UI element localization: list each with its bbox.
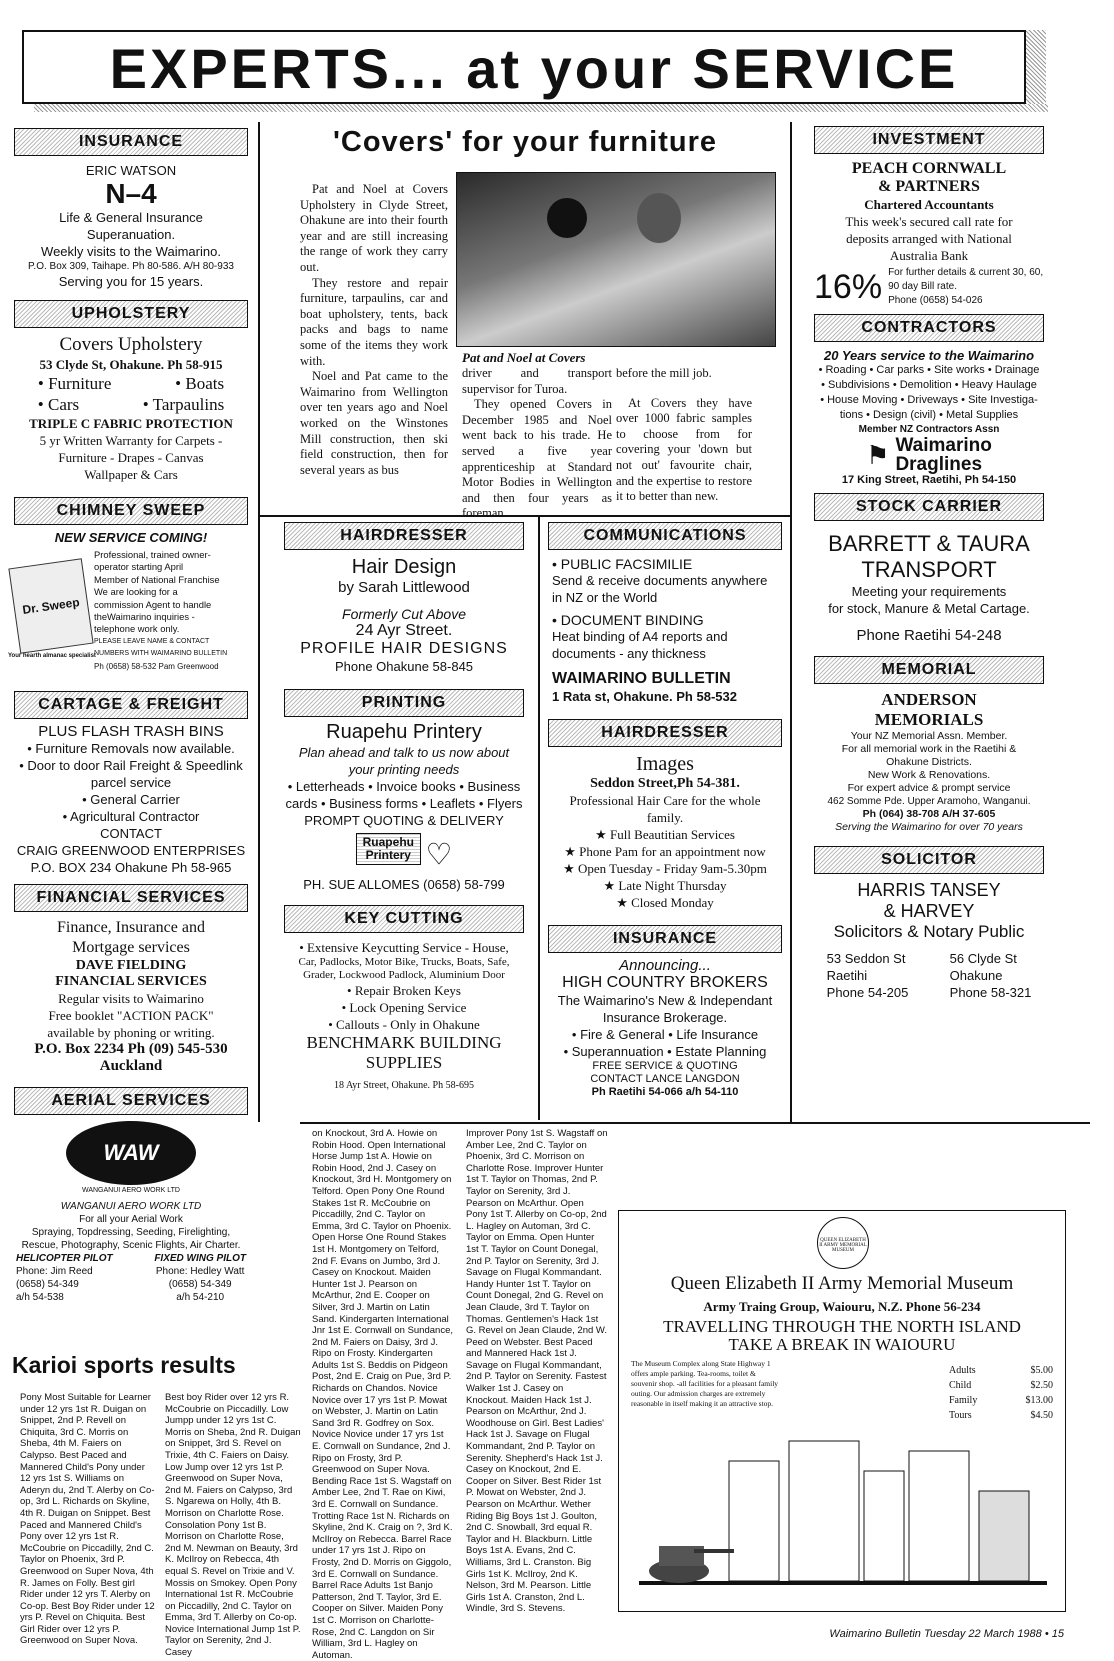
text-line: CONTACT LANCE LANGDON bbox=[590, 1073, 740, 1085]
text-line: • Fire & General • Life Insurance bbox=[571, 1027, 759, 1042]
text-line: telephone work only. bbox=[94, 623, 180, 635]
text-line: Seddon Street,Ph 54-381. bbox=[590, 776, 740, 791]
text-line: available by phoning or writing. bbox=[47, 1025, 215, 1040]
text-line: 18 Ayr Street, Ohakune. Ph 58-695 bbox=[334, 1080, 474, 1092]
high-country-ad bbox=[540, 957, 790, 1099]
text-line: Phone 54-205 bbox=[826, 985, 909, 1000]
text-line: BARRETT & TAURA bbox=[828, 531, 1030, 556]
text-line: P.O. BOX 234 Ohakune Ph 58-965 bbox=[30, 860, 232, 875]
text-line: • Boats bbox=[175, 374, 225, 393]
article-paragraph: before the mill job. bbox=[616, 366, 712, 380]
investment-heading: INVESTMENT bbox=[814, 126, 1044, 154]
text-line: $5.00 bbox=[1030, 1365, 1053, 1376]
text-line: New Work & Renovations. bbox=[867, 769, 991, 781]
price-row bbox=[949, 1363, 1053, 1378]
upholstery-heading: UPHOLSTERY bbox=[14, 300, 248, 328]
text-line: Ohakune Districts. bbox=[886, 756, 972, 768]
text-line: Ph Raetihi 54-066 a/h 54-110 bbox=[591, 1086, 739, 1098]
images-ad bbox=[540, 753, 790, 911]
article-paragraph: They opened Covers in December 1985 and Noel went back to his trade. He served a five year apprenticeship at Standard Motor Bodies in Wellington and then four years as foreman bbox=[462, 397, 612, 521]
text-line: Australia Bank bbox=[889, 248, 969, 263]
sports-title: Karioi sports results bbox=[12, 1352, 236, 1378]
text-line: The Museum Complex along State Highway 1 offers ample parking. Tea-rooms, toilet & souvenir shop. -all facilities for a pleasant family outing. Our admission charges are extremely reasonable in itself making it an attractive stop. bbox=[631, 1359, 779, 1408]
text-line: For all memorial work in the Raetihi & bbox=[841, 743, 1017, 755]
text-line: ANDERSON bbox=[881, 690, 977, 709]
text-line: Phone 58-321 bbox=[949, 985, 1032, 1000]
text-line: • General Carrier bbox=[82, 792, 180, 807]
text-line: operator starting April bbox=[94, 561, 184, 573]
text-line: Weekly visits to the Waimarino. bbox=[41, 244, 221, 259]
text-line: PLUS FLASH TRASH BINS bbox=[38, 723, 224, 740]
text-line: 24 Ayr Street. bbox=[355, 622, 453, 639]
text-line: • DOCUMENT BINDING bbox=[552, 612, 704, 628]
text-line: Auckland bbox=[99, 1058, 163, 1074]
feature-article bbox=[262, 126, 788, 159]
text-line: Spraying, Topdressing, Seeding, Firelighting, bbox=[31, 1227, 231, 1238]
stock-carrier-heading: STOCK CARRIER bbox=[814, 493, 1044, 521]
text-line: Serving you for 15 years. bbox=[58, 274, 204, 289]
text-line: Your hearth almanac specialist bbox=[8, 653, 96, 659]
contractors-heading: CONTRACTORS bbox=[814, 314, 1044, 342]
text-line: Furniture - Drapes - Canvas bbox=[58, 450, 204, 465]
chimney-ad bbox=[6, 529, 256, 681]
mid-left-column bbox=[276, 522, 532, 1092]
text-line: Grader, Lockwood Padlock, Aluminium Door bbox=[303, 969, 505, 982]
page-footer: Waimarino Bulletin Tuesday 22 March 1988 • 15 bbox=[829, 1628, 1064, 1640]
text-line: BENCHMARK BUILDING bbox=[306, 1033, 502, 1053]
text-line: 53 Seddon St bbox=[826, 951, 906, 966]
sports-column-3: on Knockout, 3rd A. Howie on Robin Hood. Open International Horse Jump 1st A. Howie on Robin Hood, 2nd J. Casey on Knockout, 3rd H. Montgomery on Telford. Open Pony One Round Stakes 1st R. McCoubrie on Piccadilly, 2nd C. Taylor on Emma, 3rd C. Taylor on Phoenix. Open Horse One Round Stakes 1st H. Montgomery on Telford, 2nd F. Evans on Jumbo, 3rd J. Casey on Knockout. Maiden Hunter 1st J. Pearson on McArthur, 2nd E. Cooper on Silver, 3rd J. Martin on Latin Sand. Kindergarten International Jnr 1st E. Cornwall on Sundance, 2nd M. Faiers on Daisy, 3rd J. Ripo on Frosty. Kindergarten Adults 1st S. Beddis on Pidgeon Post, 2nd E. Craig on Pue, 3rd P. Richards on Chandos. Novice Novice over 17 yrs 1st P. Mowat on Webster, J. Martin on Latin Sand 3rd R. Godfrey on Sox. Novice Novice under 17 yrs 1st E. Cornwall on Sundance, 2nd J. Ripo on Frosty, 3rd P. Greenwood on Super Nova. Bending Race 1st S. Wagstaff on Amber Lee, 2nd T. Rae on Kiwi, 3rd E. Cornwall on Sundance. Trotting Race 1st N. Richards on Skyline, 2nd K. Craig on ?, 3rd K. McIlroy on Rebecca. Barrel Race under 17 yrs 1st J. Ripo on Frosty, 2nd D. Morris on Giggolo, 3rd E. Cornwall on Sundance. Barrel Race Adults 1st Banjo Patterson, 2nd T. Taylor, 3rd E. Cooper on Silver. Maiden Pony 1st C. Morrison on Charlotte-Rose, 2nd C. Langdon on Sir William, 3rd L. Hagley on Automan. bbox=[312, 1128, 453, 1661]
text-line: 5 yr Written Warranty for Carpets - bbox=[39, 433, 223, 448]
text-line: HIGH COUNTRY BROKERS bbox=[562, 974, 768, 991]
text-line: Adults bbox=[949, 1365, 976, 1376]
memorial-ad bbox=[806, 690, 1052, 834]
printing-heading: PRINTING bbox=[284, 689, 524, 717]
text-line: $13.00 bbox=[1025, 1395, 1053, 1406]
text-line: Hair Design bbox=[351, 556, 457, 578]
flag-icon: ⚑ bbox=[866, 439, 890, 470]
text-line: your printing needs bbox=[348, 762, 460, 777]
text-line: Your NZ Memorial Assn. Member. bbox=[850, 730, 1008, 742]
text-line: Member NZ Contractors Assn bbox=[858, 424, 1000, 435]
text-line: TRANSPORT bbox=[861, 557, 997, 582]
text-line: P.O. Box 2234 Ph (09) 545-530 bbox=[34, 1041, 228, 1057]
text-line: HELICOPTER PILOT bbox=[16, 1253, 113, 1264]
text-line: • Letterheads • Invoice books • Business bbox=[287, 779, 521, 794]
text-line: • Extensive Keycutting Service - House, bbox=[299, 940, 509, 956]
article-photo bbox=[456, 172, 776, 347]
text-line: 56 Clyde St bbox=[949, 951, 1017, 966]
text-line: 17 King Street, Raetihi, Ph 54-150 bbox=[841, 474, 1017, 486]
text-line: For further details & current 30, 60, bbox=[888, 267, 1044, 278]
text-line: This week's secured call rate for bbox=[845, 214, 1013, 229]
text-line: Send & receive documents anywhere bbox=[552, 573, 768, 588]
divider bbox=[790, 122, 792, 1122]
text-line: • Furniture bbox=[37, 374, 112, 393]
text-line: Phone Ohakune 58-845 bbox=[334, 659, 474, 674]
page-title: EXPERTS... at your SERVICE bbox=[109, 37, 959, 100]
text-line: commission Agent to handle bbox=[94, 598, 212, 610]
text-line: Superanuation. bbox=[86, 227, 176, 242]
museum-title: Queen Elizabeth II Army Memorial Museum bbox=[670, 1273, 1014, 1294]
person-head bbox=[637, 193, 681, 243]
museum-crest: QUEEN ELIZABETH II ARMY MEMORIAL MUSEUM bbox=[817, 1217, 869, 1269]
stock-carrier-ad bbox=[806, 531, 1052, 644]
text-line: Free booklet "ACTION PACK" bbox=[48, 1008, 214, 1023]
text-line: • Roading • Car parks • Site works • Drainage bbox=[818, 364, 1040, 376]
text-line: Serving the Waimarino for over 70 years bbox=[835, 821, 1023, 833]
text-line: FINANCIAL SERVICES bbox=[55, 974, 207, 989]
text-line: PEACH CORNWALL bbox=[851, 160, 1007, 177]
insurer-logo: N–4 bbox=[105, 178, 157, 209]
cartage-heading: CARTAGE & FREIGHT bbox=[14, 691, 248, 719]
text-line: WANGANUI AERO WORK LTD bbox=[60, 1201, 202, 1212]
text-line: We are looking for a bbox=[94, 586, 178, 598]
text-line: ★ Full Beautitian Services bbox=[595, 827, 735, 842]
text-line: Life & General Insurance bbox=[59, 210, 203, 225]
text-line: PH. SUE ALLOMES (0658) 58-799 bbox=[303, 877, 505, 893]
text-line: • Callouts - Only in Ohakune bbox=[328, 1017, 480, 1033]
text-line: MEMORIALS bbox=[874, 710, 984, 729]
text-line: NEW SERVICE COMING! bbox=[54, 530, 208, 545]
text-line: P.O. Box 309, Taihape. Ph 80-586. A/H 80-933 bbox=[28, 261, 234, 272]
hair-design-ad bbox=[276, 556, 532, 675]
sports-column-4: Improver Pony 1st S. Wagstaff on Amber Lee, 2nd C. Taylor on Phoenix, 3rd C. Morrison on Charlotte Rose. Improver Hunter 1st T. Taylor on Thomas, 2nd P. Taylor on Serenity, 3rd J. Pearson on McArthur. Open Pony 1st T. Allerby on Co-op, 2nd L. Hagley on Automan, 3rd C. Taylor on Emma. Open Hunter 1st T. Taylor on Count Donegal, 2nd P. Taylor on Serenity, 3rd J. Savage on Flugal Kommandant. Handy Hunter 1st T. Taylor on Count Donegal, 2nd G. Revel on Jean Claude, 3rd T. Taylor on Thomas. Gentlemen's Hack 1st G. Revel on Jean Claude, 2nd W. Peed on Webster. Best Paced and Mannered Hack 1st J. Savage on Flugal Kommandant, 2nd P. Taylor on Serenity. Fastest Walker 1st J. Casey on Knockout. Maiden Hack 1st J. Pearson on McArthur, 2nd J. Woodhouse on Girl. Best Ladies' Hack 1st J. Savage on Flugal Kommandant, 2nd P. Taylor on Serenity. Shepherd's Hack 1st J. Casey on Knockout, 2nd E. Cooper on Silver. Best Rider 1st P. Mowat on Webster, 2nd J. Pearson on McArthur. Wether Riding Big Boys 1st J. Goulton, 2nd C. Snowball, 3rd equal R. Taylor and H. Blackburn. Little Boys 1st A. Evans, 2nd C. Williams, 3rd L. Cranston. Big Girls 1st K. McIlroy, 2nd K. Nelson, 3rd M. Pearson. Little Girls 1st A. Cranston, 2nd L. Windle, 3rd S. Stevens. bbox=[466, 1128, 608, 1615]
financial-ad bbox=[6, 918, 256, 1075]
text-line: in NZ or the World bbox=[552, 590, 658, 605]
text-line: 20 Years service to the Waimarino bbox=[823, 348, 1035, 363]
text-line: Printery bbox=[365, 848, 411, 862]
article-column-1 bbox=[300, 182, 448, 478]
text-line: Meeting your requirements bbox=[851, 584, 1007, 599]
text-line: deposits arranged with National bbox=[846, 231, 1012, 246]
text-line: & HARVEY bbox=[883, 901, 975, 921]
text-line: Ruapehu bbox=[362, 835, 414, 849]
key-cutting-ad bbox=[276, 939, 532, 1092]
text-line: $4.50 bbox=[1030, 1410, 1053, 1421]
article-paragraph: Pat and Noel at Covers Upholstery in Clyde Street, Ohakune are into their fourth year and are still increasing the range of work they carry out. bbox=[300, 182, 448, 274]
insurance-heading: INSURANCE bbox=[14, 128, 248, 156]
aerial-heading: AERIAL SERVICES bbox=[14, 1087, 248, 1115]
memorial-heading: MEMORIAL bbox=[814, 656, 1044, 684]
business-name: Covers Upholstery bbox=[59, 334, 203, 355]
text-line: family. bbox=[646, 810, 684, 825]
price-row bbox=[949, 1378, 1053, 1393]
heart-icon: ♡ bbox=[425, 838, 453, 872]
text-line: Child bbox=[949, 1380, 972, 1391]
text-line: Professional, trained owner- bbox=[94, 549, 211, 560]
text-line: Member of National Franchise bbox=[94, 573, 220, 585]
text-line: Tours bbox=[949, 1410, 972, 1421]
text-line: • Lock Opening Service bbox=[341, 1000, 467, 1016]
text-line: DAVE FIELDING bbox=[75, 958, 187, 973]
text-line: • Subdivisions • Demolition • Heavy Haulage bbox=[821, 379, 1037, 391]
left-column bbox=[6, 128, 256, 1304]
text-line: The Waimarino's New & Independant bbox=[557, 993, 773, 1008]
text-line: TRIPLE C FABRIC PROTECTION bbox=[29, 416, 233, 431]
communications-ad bbox=[540, 556, 790, 705]
text-line: • House Moving • Driveways • Site Investiga- bbox=[820, 394, 1038, 406]
hairdresser-heading: HAIRDRESSER bbox=[284, 522, 524, 550]
hairdresser-heading: HAIRDRESSER bbox=[548, 719, 782, 747]
waw-logo: WAW bbox=[66, 1121, 196, 1185]
divider bbox=[300, 1122, 1090, 1124]
text-line: 462 Somme Pde. Upper Aramoho, Wanganui. bbox=[827, 796, 1031, 807]
text-line: Phone Raetihi 54-248 bbox=[856, 627, 1002, 644]
text-line: documents - any thickness bbox=[552, 646, 706, 661]
upholstery-ad bbox=[6, 334, 256, 483]
text-line: (0658) 54-349 bbox=[168, 1279, 232, 1290]
text-line: FREE SERVICE & QUOTING bbox=[592, 1060, 738, 1072]
text-line: cards • Business forms • Leaflets • Flyers bbox=[285, 796, 523, 811]
text-line: Chartered Accountants bbox=[864, 197, 994, 212]
text-line: TRAVELLING THROUGH THE NORTH ISLAND bbox=[663, 1317, 1021, 1336]
text-line: PROFILE HAIR DESIGNS bbox=[300, 640, 508, 657]
text-line: Wallpaper & Cars bbox=[84, 467, 178, 482]
dr-sweep-logo: Dr. Sweep bbox=[8, 558, 93, 653]
text-line: WANGANUI AERO WORK LTD bbox=[81, 1187, 180, 1194]
text-line: Ohakune bbox=[949, 968, 1003, 983]
text-line: WAIMARINO BULLETIN bbox=[552, 670, 731, 687]
text-line: Family bbox=[949, 1395, 978, 1406]
text-line: Ruapehu Printery bbox=[326, 721, 482, 743]
text-line: ★ Phone Pam for an appointment now bbox=[564, 844, 766, 859]
article-column-3 bbox=[616, 366, 752, 505]
agent-name: ERIC WATSON bbox=[85, 163, 177, 178]
text-line: Raetihi bbox=[826, 968, 868, 983]
text-line: Heat binding of A4 reports and bbox=[552, 629, 728, 644]
text-line: HARRIS TANSEY bbox=[857, 880, 1001, 900]
right-column bbox=[806, 126, 1052, 1001]
text-line: For expert advice & prompt service bbox=[847, 782, 1011, 794]
banner-shade bbox=[1024, 30, 1046, 104]
text-line: • Superannuation • Estate Planning bbox=[563, 1044, 767, 1059]
text-line: Waimarino bbox=[895, 435, 992, 456]
text-line: Phone (0658) 54-026 bbox=[888, 295, 983, 306]
financial-heading: FINANCIAL SERVICES bbox=[14, 884, 248, 912]
text-line: ★ Open Tuesday - Friday 9am-5.30pm bbox=[563, 861, 767, 876]
text-line: theWaimarino inquiries - bbox=[94, 611, 195, 623]
article-paragraph: At Covers they have over 1000 fabric samples to choose from for covering your 'down but not out' favourite chair, and the expertise to restore it to better than new. bbox=[616, 395, 752, 504]
text-line: Finance, Insurance and bbox=[57, 919, 205, 936]
investment-ad bbox=[806, 160, 1052, 308]
insurance-heading: INSURANCE bbox=[548, 925, 782, 953]
text-line: Phone: Jim Reed bbox=[16, 1266, 93, 1277]
museum-building-illustration bbox=[639, 1431, 1047, 1601]
key-cutting-heading: KEY CUTTING bbox=[284, 905, 524, 933]
text-line: Army Traing Group, Waiouru, N.Z. Phone 56-234 bbox=[703, 1299, 981, 1314]
printing-ad bbox=[276, 721, 532, 893]
price-row bbox=[949, 1393, 1053, 1408]
text-line: • Repair Broken Keys bbox=[347, 983, 461, 999]
text-line: tions • Design (civil) • Metal Supplies bbox=[839, 409, 1019, 421]
text-line: • Tarpaulins bbox=[142, 395, 225, 414]
text-line: Announcing... bbox=[619, 957, 711, 974]
text-line: Ph (0658) 58-532 Pam Greenwood bbox=[94, 661, 219, 671]
text-line: PROMPT QUOTING & DELIVERY bbox=[304, 813, 504, 828]
solicitor-ad bbox=[806, 880, 1052, 1001]
text-line: for stock, Manure & Metal Cartage. bbox=[828, 601, 1030, 616]
divider bbox=[258, 122, 260, 1122]
text-line: Draglines bbox=[895, 454, 983, 475]
text-line: 53 Clyde St, Ohakune. Ph 58-915 bbox=[39, 357, 223, 372]
text-line: • Agricultural Contractor bbox=[62, 809, 200, 824]
text-line: FIXED WING PILOT bbox=[154, 1253, 246, 1264]
text-line: Plan ahead and talk to us now about bbox=[298, 745, 510, 760]
text-line: Car, Padlocks, Motor Bike, Trucks, Boats, Safe, bbox=[298, 956, 510, 969]
rate-figure: 16% bbox=[814, 267, 883, 306]
text-line: Phone: Hedley Watt bbox=[155, 1266, 245, 1277]
price-row bbox=[949, 1408, 1053, 1423]
text-line: parcel service bbox=[90, 775, 172, 790]
text-line: ★ Late Night Thursday bbox=[603, 878, 727, 893]
communications-heading: COMMUNICATIONS bbox=[548, 522, 782, 550]
text-line: NUMBERS WITH WAIMARINO BULLETIN bbox=[94, 650, 228, 658]
chimney-heading: CHIMNEY SWEEP bbox=[14, 497, 248, 525]
mid-right-column bbox=[540, 522, 790, 1099]
text-line: Mortgage services bbox=[72, 939, 190, 956]
text-line: Solicitors & Notary Public bbox=[833, 922, 1025, 941]
article-column-2 bbox=[462, 366, 612, 522]
text-line: $2.50 bbox=[1030, 1380, 1053, 1391]
text-line: a/h 54-210 bbox=[176, 1292, 225, 1303]
text-line: • PUBLIC FACSIMILIE bbox=[552, 556, 693, 572]
person-head bbox=[547, 198, 587, 238]
text-line: • Furniture Removals now available. bbox=[27, 741, 235, 756]
text-line: SUPPLIES bbox=[365, 1053, 443, 1073]
text-line: For all your Aerial Work bbox=[79, 1214, 183, 1225]
text-line: Images bbox=[636, 753, 694, 775]
text-line: TAKE A BREAK IN WAIOURU bbox=[728, 1335, 956, 1354]
photo-caption: Pat and Noel at Covers bbox=[462, 350, 586, 365]
ruapehu-printery-logo bbox=[356, 833, 421, 865]
solicitor-heading: SOLICITOR bbox=[814, 846, 1044, 874]
text-line: PLEASE LEAVE NAME & CONTACT bbox=[94, 637, 210, 645]
article-paragraph: Noel and Pat came to the Waimarino from Wellington over ten years ago and Noel worked on the Winstones Mill construction, then ski field construction, then for several years as bus bbox=[300, 369, 448, 477]
text-line: a/h 54-538 bbox=[16, 1292, 64, 1303]
text-line: • Cars bbox=[37, 395, 80, 414]
text-line: by Sarah Littlewood bbox=[338, 579, 470, 596]
text-line: 1 Rata st, Ohakune. Ph 58-532 bbox=[552, 689, 737, 704]
aerial-ad bbox=[6, 1121, 256, 1304]
text-line: Rescue, Photography, Scenic Flights, Air Charter. bbox=[21, 1240, 241, 1251]
article-title: 'Covers' for your furniture bbox=[332, 126, 717, 158]
text-line: CRAIG GREENWOOD ENTERPRISES bbox=[16, 843, 246, 858]
insurance-ad bbox=[6, 162, 256, 290]
text-line: CONTACT bbox=[100, 826, 162, 841]
article-paragraph: driver and transport supervisor for Turoa. bbox=[462, 366, 612, 396]
chimney-details bbox=[94, 549, 227, 673]
text-line: Formerly Cut Above bbox=[342, 606, 466, 622]
cartage-ad bbox=[6, 723, 256, 876]
text-line: Insurance Brokerage. bbox=[602, 1010, 728, 1025]
text-line: Regular visits to Waimarino bbox=[58, 991, 204, 1006]
text-line: ★ Closed Monday bbox=[616, 895, 714, 910]
text-line: • Door to door Rail Freight & Speedlink bbox=[19, 758, 243, 773]
sports-column-1: Pony Most Suitable for Learner under 12 yrs 1st R. Duigan on Snippet, 2nd P. Revell on Chiquita, 3rd C. Morris on Sheba, 4th M. Faiers on Calypso. Best Paced and Mannered Child's Pony under 12 yrs 1st S. Williams on Aderyn du, 2nd T. Alerby on Co-op, 3rd L. Richards on Skyline, 4th R. Duigan on Snippet. Best Paced and Mannered Child's Pony over 12 yrs 1st R. McCoubrie on Piccadilly, 2nd C. Taylor on Phoenix, 3rd P. Greenwood on Super Nova, 4th R. James on Folly. Best girl Rider under 12 yrs T. Alerby on Co-op. Best Boy Rider under 12 yrs P. Revel on Chiquita. Best Girl Rider over 12 yrs P. Greenwood on Super Nova. bbox=[20, 1392, 155, 1647]
sports-column-2: Best boy Rider over 12 yrs R. McCoubrie on Piccadilly. Low Jumpp under 12 yrs 1st C. Morris on Sheba, 2nd R. Duigan on Snippet, 3rd S. Revel on Trixie, 4th C. Faiers on Daisy. Low Jump over 12 yrs 1st P. Greenwood on Super Nova, 2nd M. Faiers on Calypso, 3rd S. Ngarewa on Holly, 4th B. Morrison on Charlotte Rose. Consolation Pony 1st B. Morrison on Charlotte Rose, 2nd M. Newman on Beauty, 3rd K. McIlroy on Rebecca, 4th equal S. Revel on Trixie and V. Mossis on Smokey. Open Pony International 1st R. McCoubrie on Piccadilly, 2nd C. Taylor on Emma, 3rd T. Allerby on Co-op. Novice International Jump 1st P. Taylor on Serenity, 2nd J. Casey bbox=[165, 1392, 301, 1659]
text-line: & PARTNERS bbox=[878, 178, 980, 195]
text-line: Professional Hair Care for the whole bbox=[569, 793, 761, 808]
article-paragraph: They restore and repair furniture, tarpaulins, car and boat upholstery, tents, back packs and bags to name some of the items they work with. bbox=[300, 275, 448, 368]
contractors-ad bbox=[806, 348, 1052, 487]
banner-shade-bottom bbox=[34, 104, 1048, 112]
page-banner bbox=[22, 30, 1046, 104]
price-list bbox=[949, 1363, 1053, 1423]
text-line: 90 day Bill rate. bbox=[888, 281, 957, 292]
text-line: (0658) 54-349 bbox=[16, 1279, 79, 1290]
text-line: Ph (064) 38-708 A/H 37-605 bbox=[862, 808, 996, 820]
museum-ad bbox=[618, 1210, 1066, 1612]
